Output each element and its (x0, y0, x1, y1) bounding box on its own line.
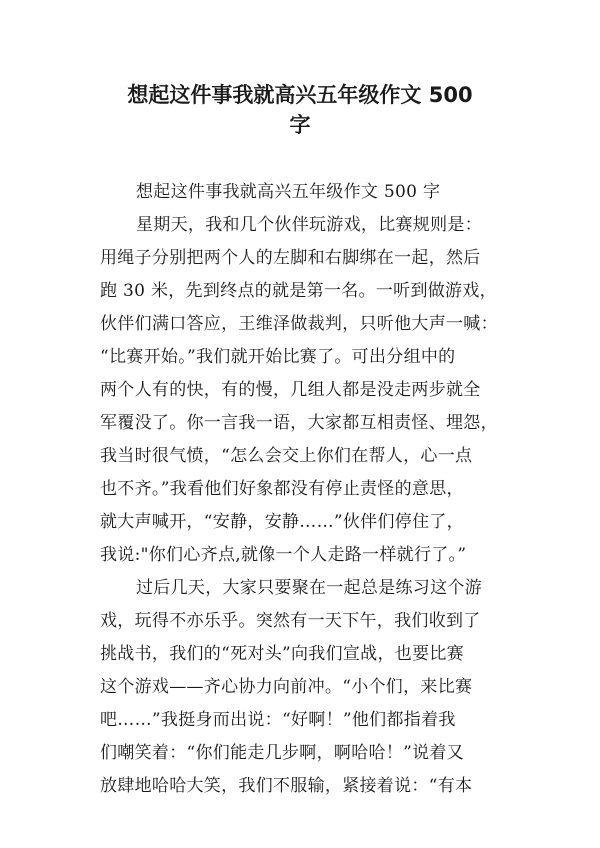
paragraph-line: 我说:"你们心齐点,就像一个人走路一样就行了。” (100, 545, 467, 565)
paragraph-line: 跑 30 米，先到终点的就是第一名。一听到做游戏， (100, 281, 497, 301)
document-title-line-2: 字 (289, 113, 311, 137)
paragraph-line: 伙伴们满口答应，王维泽做裁判，只听他大声一喊： (100, 314, 498, 334)
paragraph-line: 两个人有的快，有的慢，几组人都是没走两步就全 (100, 380, 481, 400)
paragraph-line: “比赛开始。”我们就开始比赛了。可出分组中的 (100, 347, 456, 367)
paragraph-line: 这个游戏——齐心协力向前冲。“小个们，来比赛 (100, 677, 473, 697)
paragraph-line: 也不齐。”我看他们好象都没有停止责怪的意思， (100, 479, 464, 499)
subtitle-line: 想起这件事我就高兴五年级作文 500 字 (136, 182, 441, 202)
paragraph-line: 用绳子分别把两个人的左脚和右脚绑在一起，然后 (100, 248, 481, 268)
paragraph-line: 就大声喊开，“安静，安静……”伙伴们停住了， (100, 512, 464, 532)
paragraph-line: 吧……”我挺身而出说：“好啊！”他们都指着我 (100, 710, 456, 730)
paragraph-line: 挑战书，我们的“死对头”向我们宣战，也要比赛 (100, 644, 464, 664)
paragraph-line: 星期天，我和几个伙伴玩游戏，比赛规则是： (136, 215, 482, 235)
paragraph-line: 我当时很气愤，“怎么会交上你们在帮人，心一点 (100, 446, 473, 466)
paragraph-line: 放肆地哈哈大笑，我们不服输，紧接着说：“有本 (100, 776, 473, 796)
paragraph-line: 军覆没了。你一言我一语，大家都互相责怪、埋怨， (100, 413, 498, 433)
paragraph-line: 们嘲笑着：“你们能走几步啊，啊哈哈！”说着又 (100, 743, 464, 763)
paragraph-line: 过后几天，大家只要聚在一起总是练习这个游 (136, 578, 482, 598)
paragraph-line: 戏，玩得不亦乐乎。突然有一天下午，我们收到了 (100, 611, 481, 631)
document-title-line-1: 想起这件事我就高兴五年级作文 500 (127, 83, 473, 107)
